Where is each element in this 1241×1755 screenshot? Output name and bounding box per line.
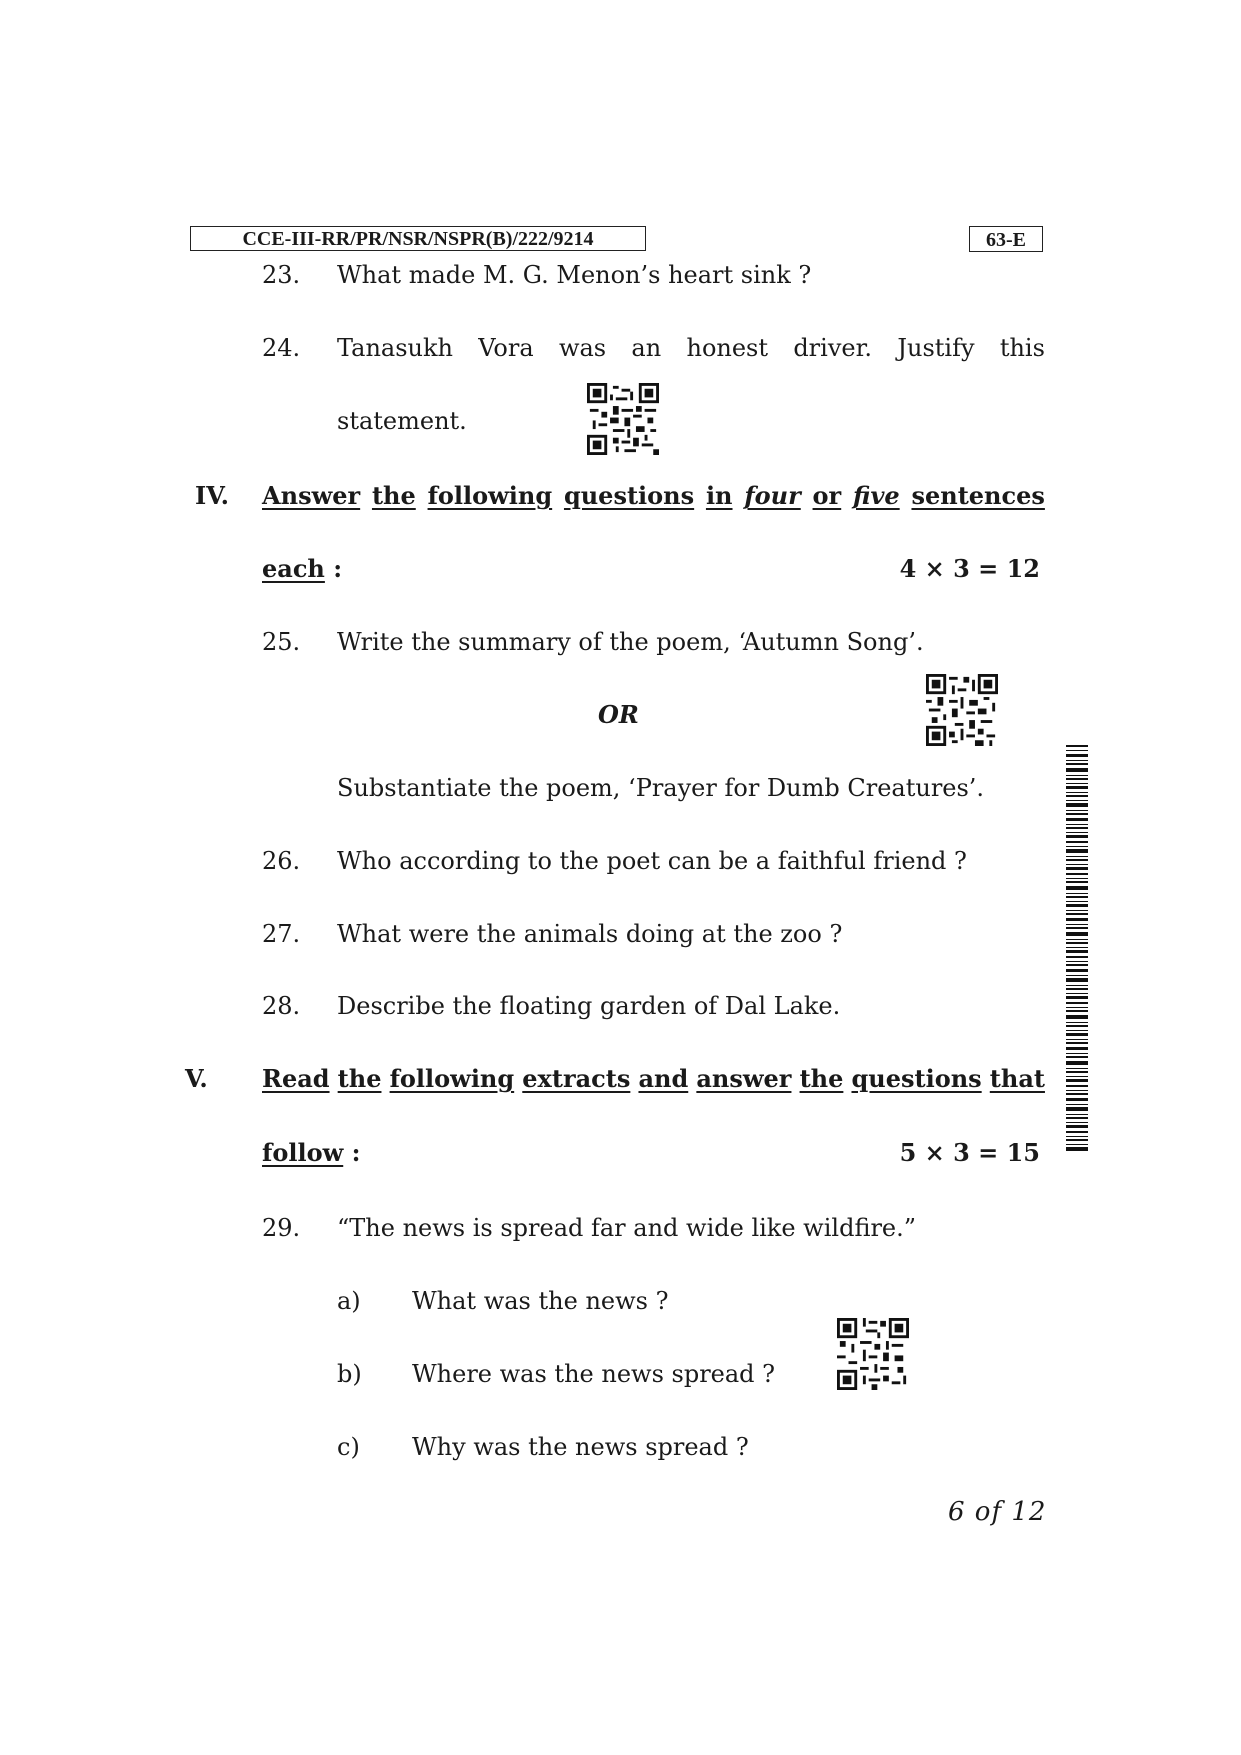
paper-code: CCE-III-RR/PR/NSR/NSPR(B)/222/9214: [190, 226, 646, 251]
heading-word: follow: [262, 1138, 344, 1167]
word: was: [558, 334, 607, 362]
question-number: 28.: [262, 992, 301, 1020]
word: questions: [851, 1064, 982, 1093]
heading-colon: :: [351, 1138, 361, 1167]
sub-question-letter: a): [337, 1287, 361, 1315]
question-text: Who according to the poet can be a faithful friend ?: [337, 847, 967, 875]
word: this: [999, 334, 1045, 362]
word: the: [371, 481, 416, 510]
question-number: 23.: [262, 261, 301, 289]
question-number: 29.: [262, 1214, 301, 1242]
sub-question-letter: b): [337, 1360, 362, 1388]
word: Justify: [897, 334, 975, 362]
word: answer: [696, 1064, 792, 1093]
sub-question-text: Why was the news spread ?: [412, 1433, 749, 1461]
word: Tanasukh: [337, 334, 453, 362]
question-quote: “The news is spread far and wide like wildfire.”: [337, 1214, 917, 1242]
word: the: [799, 1064, 844, 1093]
or-label: OR: [598, 700, 639, 729]
word: Read: [262, 1064, 330, 1093]
section-number: V.: [185, 1064, 208, 1093]
word: the: [337, 1064, 382, 1093]
word: Answer: [262, 481, 361, 510]
section-number: IV.: [195, 481, 230, 510]
word: following: [427, 481, 553, 510]
question-text: Describe the floating garden of Dal Lake.: [337, 992, 841, 1020]
word: driver.: [793, 334, 873, 362]
question-number: 25.: [262, 628, 301, 656]
word: and: [638, 1064, 689, 1093]
barcode-icon: [1066, 745, 1088, 1151]
page-code: 63-E: [969, 226, 1043, 252]
sub-question-text: What was the news ?: [412, 1287, 669, 1315]
section-marks: 4 × 3 = 12: [899, 554, 1040, 583]
word: that: [989, 1064, 1045, 1093]
word: extracts: [522, 1064, 631, 1093]
heading-colon: :: [333, 554, 343, 583]
word: honest: [686, 334, 769, 362]
word: following: [389, 1064, 515, 1093]
question-number: 26.: [262, 847, 301, 875]
qr-code-icon: [587, 383, 659, 455]
word: sentences: [911, 481, 1045, 510]
question-text: [337, 332, 1045, 364]
question-number: 27.: [262, 920, 301, 948]
word: an: [631, 334, 662, 362]
question-text: What made M. G. Menon’s heart sink ?: [337, 261, 812, 289]
question-text-alt: Substantiate the poem, ‘Prayer for Dumb Creatures’.: [337, 774, 985, 802]
word: or: [812, 481, 842, 510]
question-text: Write the summary of the poem, ‘Autumn Song’.: [337, 628, 924, 656]
qr-code-icon: [837, 1318, 909, 1390]
word-emphasis: five: [853, 481, 900, 510]
section-heading-cont: [262, 1137, 360, 1169]
word-emphasis: four: [744, 481, 801, 510]
qr-code-icon: [926, 674, 998, 746]
heading-word: each: [262, 554, 325, 583]
word: questions: [563, 481, 695, 510]
sub-question-text: Where was the news spread ?: [412, 1360, 776, 1388]
section-heading-cont: [262, 553, 342, 585]
question-text: What were the animals doing at the zoo ?: [337, 920, 843, 948]
section-heading: [262, 1063, 1045, 1095]
word: Vora: [478, 334, 534, 362]
section-marks: 5 × 3 = 15: [899, 1138, 1040, 1167]
page-number: 6 of 12: [948, 1497, 1047, 1527]
question-text-cont: statement.: [337, 407, 467, 435]
question-number: 24.: [262, 334, 301, 362]
word: in: [705, 481, 733, 510]
section-heading: [262, 480, 1045, 512]
sub-question-letter: c): [337, 1433, 360, 1461]
